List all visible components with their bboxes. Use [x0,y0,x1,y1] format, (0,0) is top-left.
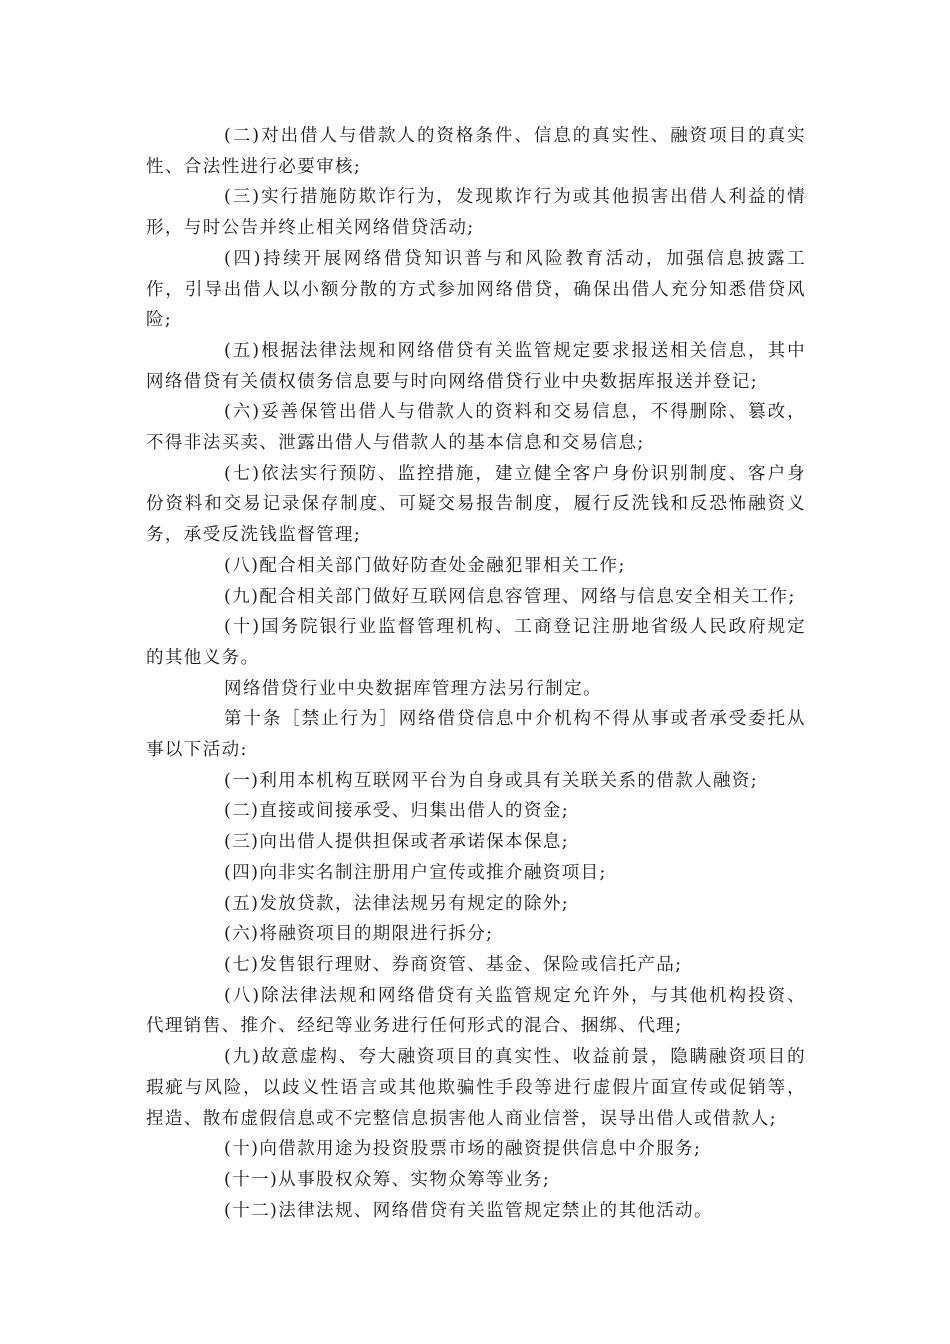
paragraph-duty-3: (三)实行措施防欺诈行为，发现欺诈行为或其他损害出借人利益的情形，与时公告并终止相关网络借贷活动; [146,187,806,239]
paragraph-prohibited-12: (十二)法律法规、网络借贷有关监管规定禁止的其他活动。 [224,1200,713,1221]
paragraph-duty-5: (五)根据法律法规和网络借贷有关监管规定要求报送相关信息，其中网络借贷有关债权债务信息要与时向网络借贷行业中央数据库报送并登记; [146,340,806,392]
paragraph-prohibited-10: (十)向借款用途为投资股票市场的融资提供信息中介服务; [224,1139,702,1160]
paragraph-duty-2: (二)对出借人与借款人的资格条件、信息的真实性、融资项目的真实性、合法性进行必要审核; [146,126,806,177]
paragraph-duty-7: (七)依法实行预防、监控措施，建立健全客户身份识别制度、客户身份资料和交易记录保存制度、可疑交易报告制度，履行反洗钱和反恐怖融资义务，承受反洗钱监督管理; [146,463,806,546]
paragraph-prohibited-8: (八)除法律法规和网络借贷有关监管规定允许外，与其他机构投资、代理销售、推介、经纪等业务进行任何形式的混合、捆绑、代理; [146,985,806,1037]
paragraph-prohibited-11: (十一)从事股权众筹、实物众筹等业务; [224,1169,551,1190]
paragraph-prohibited-4: (四)向非实名制注册用户宣传或推介融资项目; [224,862,607,883]
paragraph-database-note: 网络借贷行业中央数据库管理方法另行制定。 [224,678,602,699]
paragraph-prohibited-2: (二)直接或间接承受、归集出借人的资金; [224,801,570,822]
paragraph-article-10-heading: 第十条［禁止行为］网络借贷信息中介机构不得从事或者承受委托从事以下活动: [146,709,806,761]
paragraph-prohibited-6: (六)将融资项目的期限进行拆分; [224,924,494,945]
paragraph-duty-8: (八)配合相关部门做好防查处金融犯罪相关工作; [224,555,626,576]
document-body [146,121,806,1226]
paragraph-duty-6: (六)妥善保管出借人与借款人的资料和交易信息，不得删除、篡改，不得非法买卖、泄露出借人与借款人的基本信息和交易信息; [146,402,806,454]
paragraph-prohibited-7: (七)发售银行理财、券商资管、基金、保险或信托产品; [224,954,683,975]
paragraph-duty-4: (四)持续开展网络借贷知识普与和风险教育活动，加强信息披露工作，引导出借人以小额分散的方式参加网络借贷，确保出借人充分知悉借贷风险; [146,248,806,331]
paragraph-prohibited-3: (三)向出借人提供担保或者承诺保本保息; [224,832,570,853]
paragraph-duty-9: (九)配合相关部门做好互联网信息容管理、网络与信息安全相关工作; [224,586,796,607]
paragraph-prohibited-1: (一)利用本机构互联网平台为自身或具有关联关系的借款人融资; [224,770,759,791]
paragraph-duty-10: (十)国务院银行业监督管理机构、工商登记注册地省级人民政府规定的其他义务。 [146,617,806,668]
paragraph-prohibited-5: (五)发放贷款，法律法规另有规定的除外; [224,893,570,914]
paragraph-prohibited-9: (九)故意虚构、夸大融资项目的真实性、收益前景，隐瞒融资项目的瑕疵与风险，以歧义性语言或其他欺骗性手段等进行虚假片面宣传或促销等，捏造、散布虚假信息或不完整信息损害他人商业信誉，误导出借人或借款人; [146,1047,806,1129]
